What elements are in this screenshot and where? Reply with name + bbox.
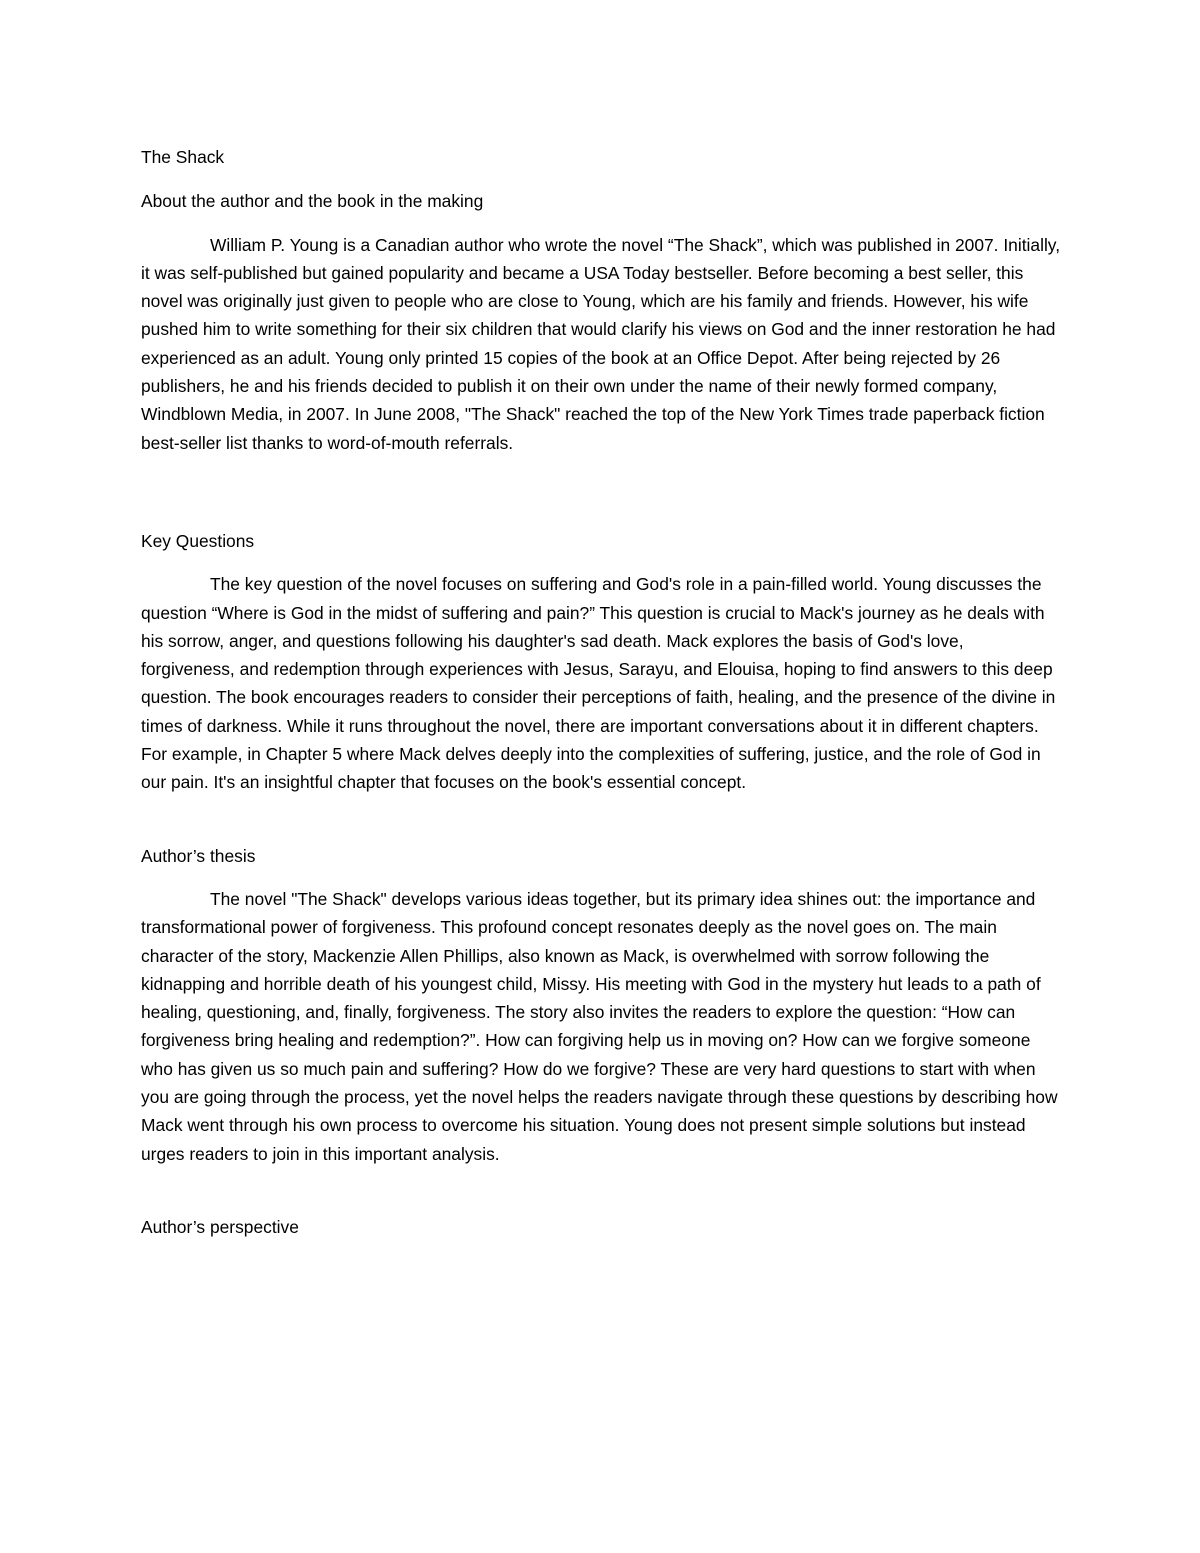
document-body [141, 143, 1061, 1241]
section-paragraph-about-author: William P. Young is a Canadian author who wrote the novel “The Shack”, which was published in 2007. Initially, it was self-published but gained popularity and became a USA Today bestseller. Before becoming a best seller, this novel was originally just given to people who are close to Young, which are his family and friends. However, his wife pushed him to write something for their six children that would clarify his views on God and the inner restoration he had experienced as an adult. Young only printed 15 copies of the book at an Office Depot. After being rejected by 26 publishers, he and his friends decided to publish it on their own under the name of their newly formed company, Windblown Media, in 2007. In June 2008, "The Shack" reached the top of the New York Times trade paperback fiction best-seller list thanks to word-of-mouth referrals. [141, 234, 1061, 453]
section-heading-authors-thesis: Author’s thesis [141, 845, 256, 866]
section-paragraph-key-questions: The key question of the novel focuses on suffering and God's role in a pain-filled world. Young discusses the question “Where is God in the midst of suffering and pain?” This question is crucial to Mack's journey as he deals with his sorrow, anger, and questions following his daughter's sad death. Mack explores the basis of God's love, forgiveness, and redemption through experiences with Jesus, Sarayu, and Elouisa, hoping to find answers to this deep question. The book encourages readers to consider their perceptions of faith, healing, and the presence of the divine in times of darkness. While it runs throughout the novel, there are important conversations about it in different chapters. For example, in Chapter 5 where Mack delves deeply into the complexities of suffering, justice, and the role of God in our pain. It's an insightful chapter that focuses on the book's essential concept. [141, 574, 1056, 793]
document-title: The Shack [141, 147, 225, 167]
section-heading-authors-perspective: Author’s perspective [141, 1216, 299, 1237]
section-paragraph-authors-thesis: The novel "The Shack" develops various ideas together, but its primary idea shines out: the importance and transformational power of forgiveness. This profound concept resonates deeply as the novel goes on. The main character of the story, Mackenzie Allen Phillips, also known as Mack, is overwhelmed with sorrow following the kidnapping and horrible death of his youngest child, Missy. His meeting with God in the mystery hut leads to a path of healing, questioning, and, finally, forgiveness. The story also invites the readers to explore the question: “How can forgiveness bring healing and redemption?”. How can forgiving help us in moving on? How can we forgive someone who has given us so much pain and suffering? How do we forgive? These are very hard questions to start with when you are going through the process, yet the novel helps the readers navigate through these questions by describing how Mack went through his own process to overcome his situation. Young does not present simple solutions but instead urges readers to join in this important analysis. [141, 888, 1058, 1164]
section-heading-about-author: About the author and the book in the making [141, 191, 484, 212]
section-heading-key-questions: Key Questions [141, 530, 255, 551]
